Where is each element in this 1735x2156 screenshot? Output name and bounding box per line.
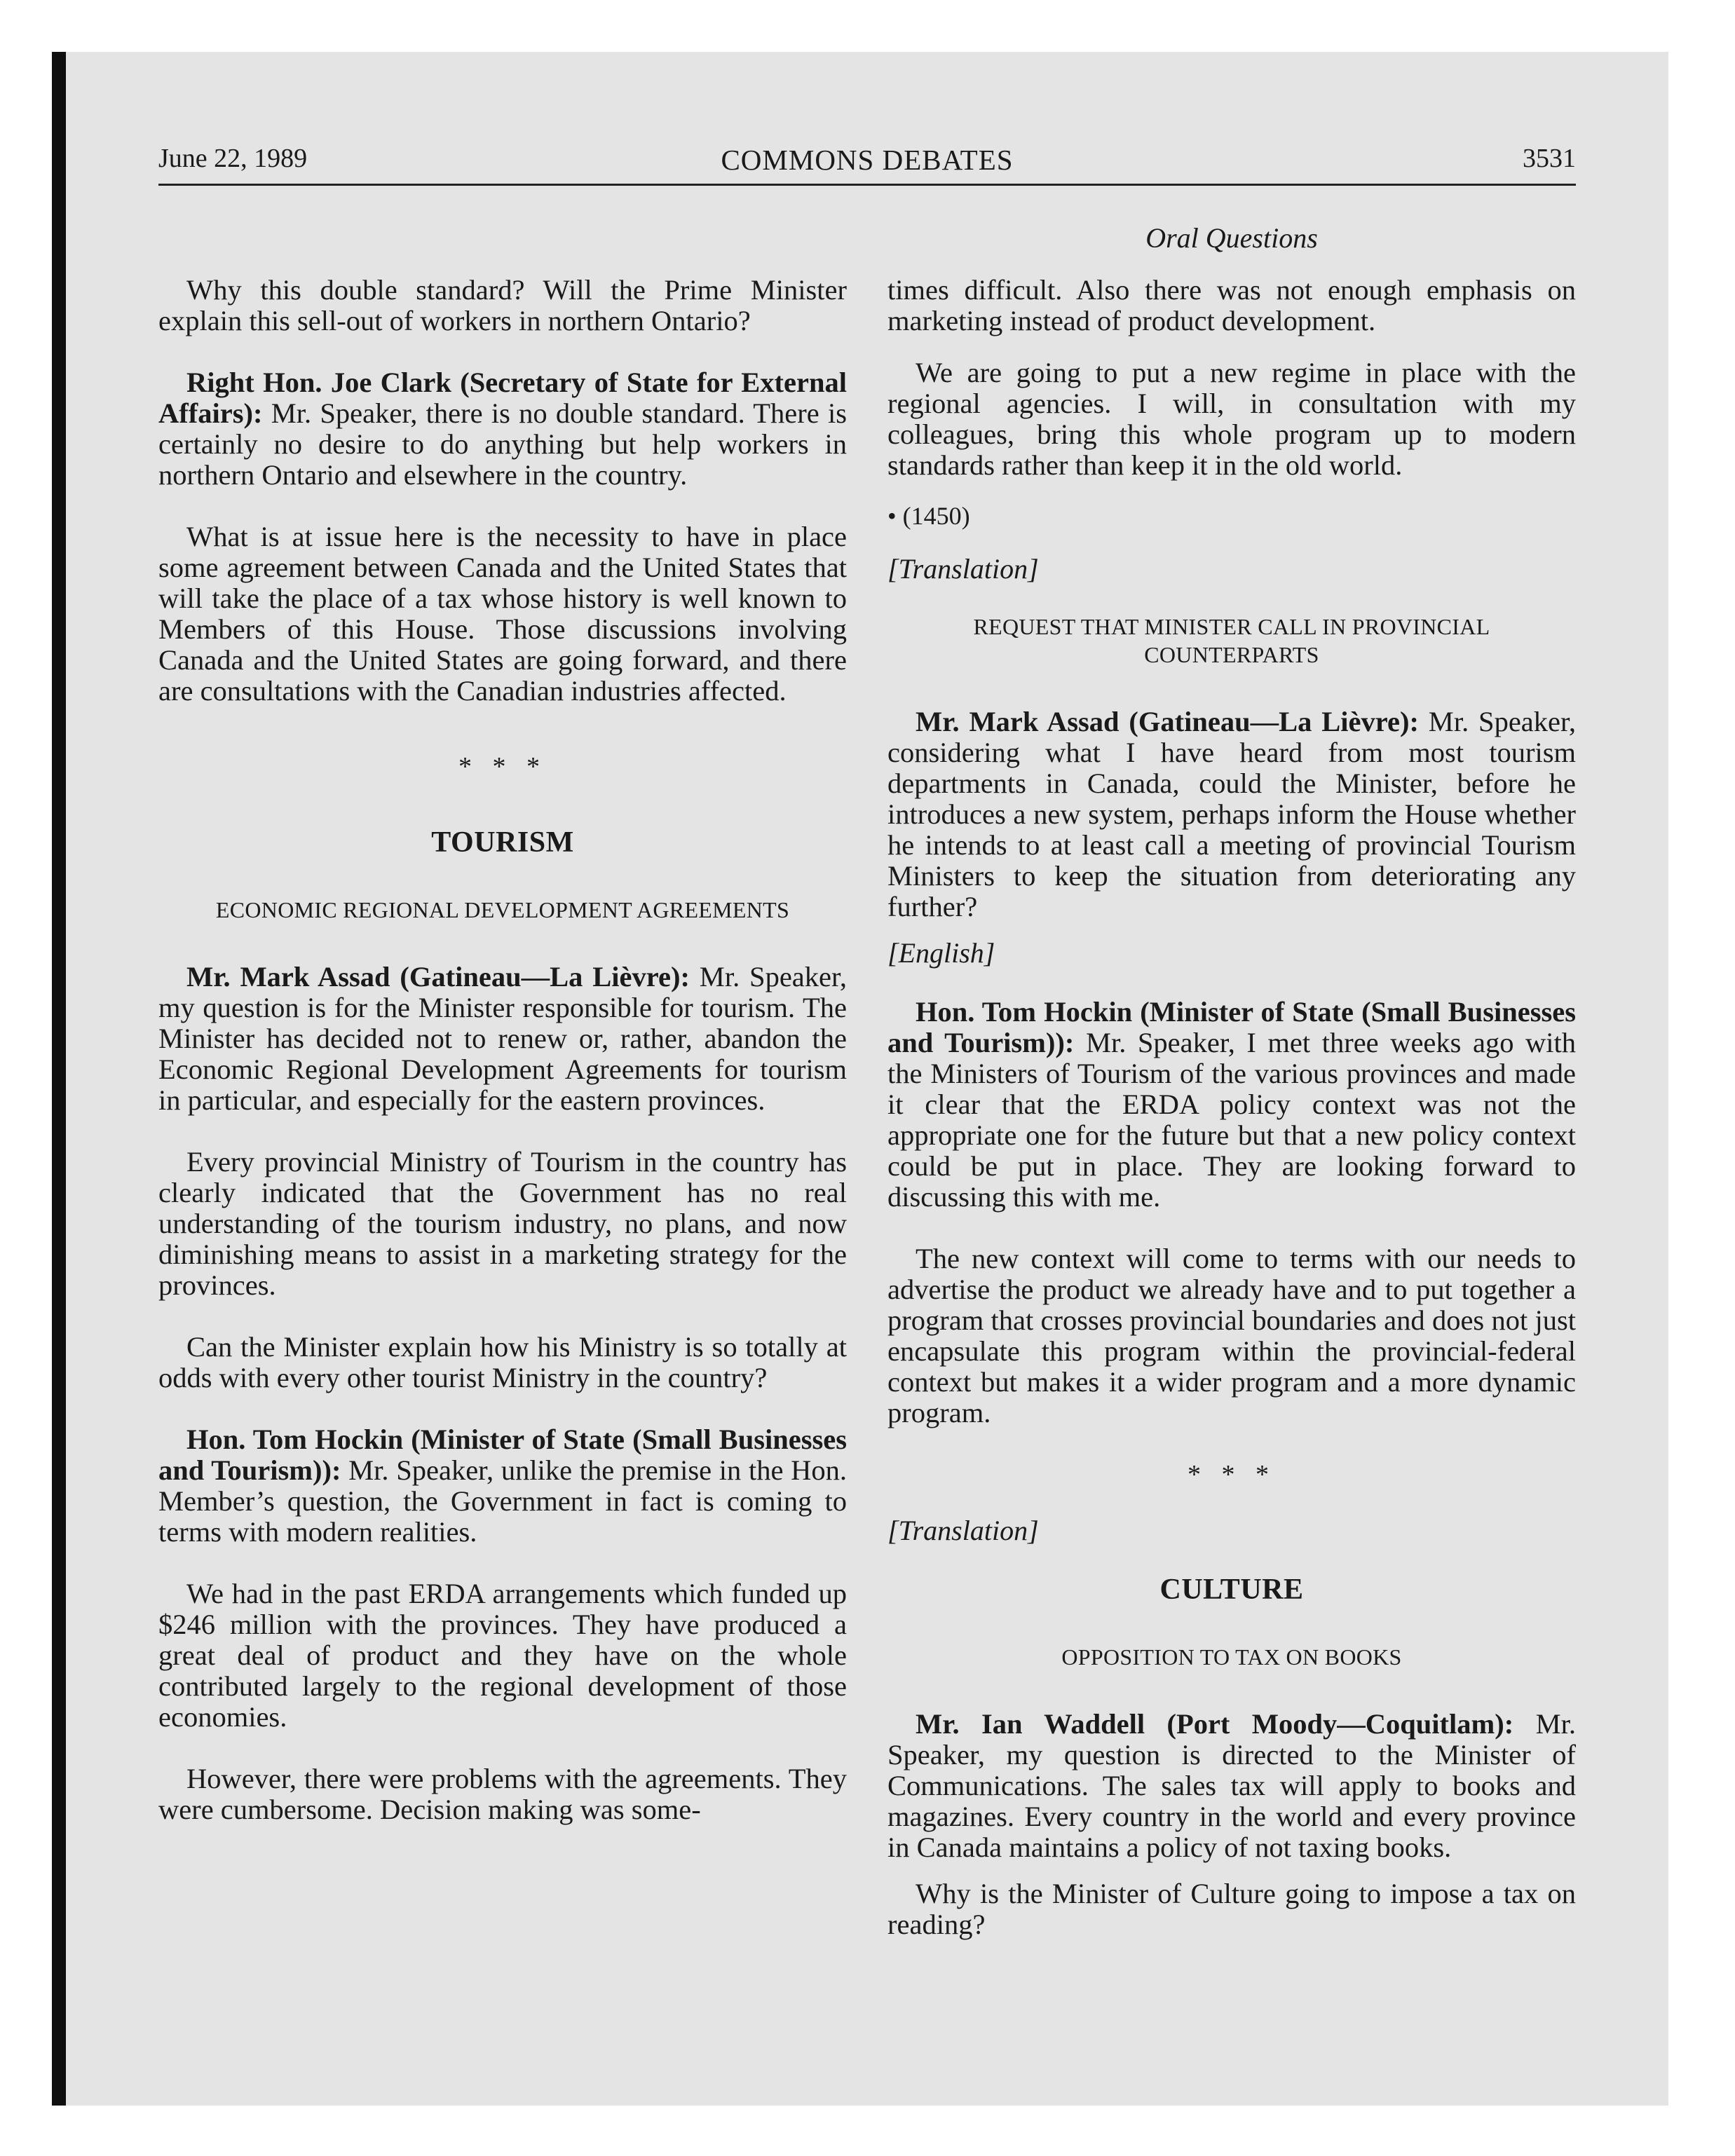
section-subheading: OPPOSITION TO TAX ON BOOKS: [1061, 1644, 1402, 1670]
language-marker: [Translation]: [887, 1515, 1039, 1546]
speech-paragraph: [887, 997, 1576, 1213]
speech-text: Mr. Speaker, considering what I have heard from most tourism departments in Canada, could the Minister, before he introduces a new system, perhaps inform the House whether he intends to at least call a meeting of provincial Tourism Ministers to keep the situation from deteriorating any further?: [887, 706, 1576, 922]
section-subheading: ECONOMIC REGIONAL DEVELOPMENT AGREEMENTS: [215, 897, 790, 922]
paragraph: Why this double standard? Will the Prime Minister explain this sell-out of workers in northern Ontario?: [158, 274, 847, 336]
speech-paragraph: [887, 707, 1576, 922]
section-separator: * * *: [458, 752, 547, 782]
speech-text: Mr. Speaker, I met three weeks ago with the Ministers of Tourism of the various provinces and made it clear that the ERDA policy context was not the appropriate one for the future but that a new policy context could be put in place. They are looking forward to discussing this with me.: [887, 1027, 1576, 1213]
section-heading: CULTURE: [1159, 1574, 1304, 1606]
speech-paragraph: [158, 1424, 847, 1548]
section-separator: * * *: [1188, 1460, 1276, 1489]
paragraph: However, there were problems with the agreements. They were cumbersome. Decision making was some-: [158, 1763, 847, 1825]
paragraph: Can the Minister explain how his Ministry is so totally at odds with every other tourist Ministry in the country?: [158, 1331, 847, 1393]
speaker-name: Mr. Ian Waddell (Port Moody—Coquitlam):: [916, 1708, 1514, 1740]
paragraph: What is at issue here is the necessity to have in place some agreement between Canada and the United States that will take the place of a tax whose history is well known to Members of this House. Those discussions involving Canada and the United States are going forward, and there are consultations with the Canadian industries affected.: [158, 521, 847, 707]
speaker-name: Hon. Tom Hockin (Minister of State (Small Businesses and Tourism)):: [158, 1424, 847, 1486]
paragraph: We are going to put a new regime in place with the regional agencies. I will, in consultation with my colleagues, bring this whole program up to modern standards rather than keep it in the old world.: [887, 357, 1576, 481]
header-date: June 22, 1989: [158, 144, 308, 173]
speech-text: Mr. Speaker, there is no double standard. There is certainly no desire to do anything but help workers in northern Ontario and elsewhere in the country.: [158, 397, 847, 491]
paragraph: Every provincial Ministry of Tourism in the country has clearly indicated that the Government has no real understanding of the tourism industry, no plans, and now diminishing means to assist in a marketing strategy for the provinces.: [158, 1146, 847, 1301]
speaker-name: Right Hon. Joe Clark (Secretary of State for External Affairs):: [158, 367, 847, 429]
speech-text: Mr. Speaker, my question is for the Minister responsible for tourism. The Minister has decided not to renew or, rather, abandon the Economic Regional Development Agreements for tourism in particular, and especially for the eastern provinces.: [158, 961, 847, 1116]
speech-paragraph: [158, 962, 847, 1116]
binding-edge: [52, 52, 66, 2106]
section-subheading: REQUEST THAT MINISTER CALL IN PROVINCIAL COUNTERPARTS: [973, 614, 1490, 667]
language-marker: [English]: [887, 937, 995, 969]
speech-text: Mr. Speaker, unlike the premise in the Hon. Member’s question, the Government in fact is coming to terms with modern realities.: [158, 1454, 847, 1548]
header-publication: COMMONS DEBATES: [721, 144, 1014, 176]
paragraph: Why is the Minister of Culture going to impose a tax on reading?: [887, 1878, 1576, 1940]
section-heading: TOURISM: [431, 826, 574, 859]
speaker-name: Mr. Mark Assad (Gatineau—La Lièvre):: [916, 706, 1419, 737]
right-column: [887, 275, 1576, 1971]
paragraph: times difficult. Also there was not enough emphasis on marketing instead of product development.: [887, 274, 1576, 336]
paragraph: We had in the past ERDA arrangements which funded up $246 million with the provinces. They have produced a great deal of product and they have on the whole contributed largely to the regional development of those economies.: [158, 1578, 847, 1733]
left-column: [158, 275, 847, 1856]
speech-paragraph: [158, 367, 847, 491]
speech-paragraph: [887, 1709, 1576, 1863]
speaker-name: Mr. Mark Assad (Gatineau—La Lièvre):: [186, 961, 690, 992]
page-header: [158, 143, 1576, 186]
paragraph: The new context will come to terms with our needs to advertise the product we already have and to put together a program that crosses provincial boundaries and does not just encapsulate this program within the provincial-federal context but makes it a wider program and a more dynamic program.: [887, 1243, 1576, 1428]
header-page-number: 3531: [1523, 144, 1576, 173]
speaker-name: Hon. Tom Hockin (Minister of State (Small Businesses and Tourism)):: [887, 996, 1576, 1058]
speech-text: Mr. Speaker, my question is directed to the Minister of Communications. The sales tax will apply to books and magazines. Every country in the world and every province in Canada maintains a policy of not taxing books.: [887, 1708, 1576, 1863]
timestamp: • (1450): [887, 502, 970, 530]
language-marker: [Translation]: [887, 553, 1039, 585]
running-head: Oral Questions: [1145, 222, 1318, 254]
